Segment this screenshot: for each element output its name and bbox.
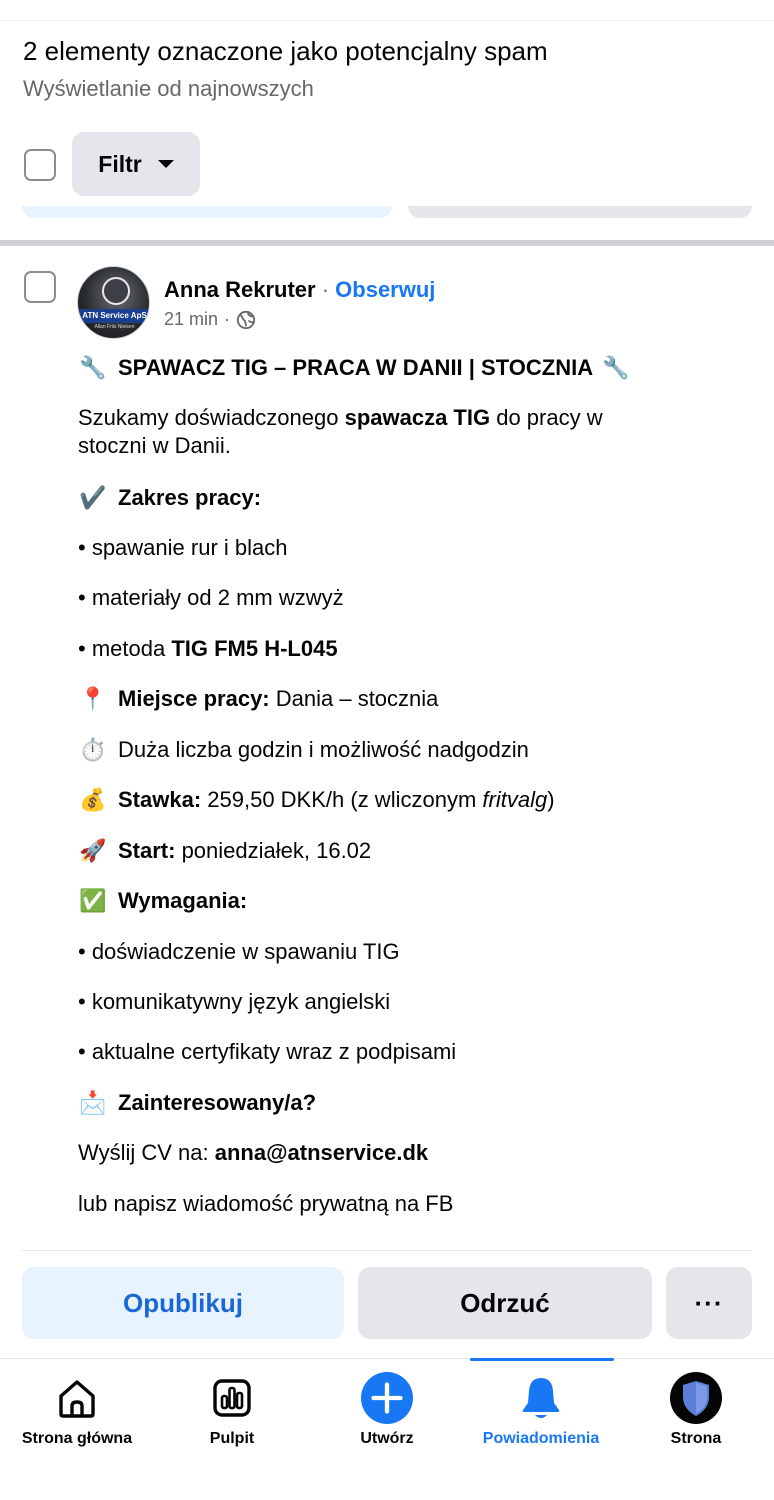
- create-plus-icon: [361, 1372, 413, 1424]
- avatar-text: ATN Service ApS: [82, 311, 147, 320]
- start-line: 🚀 Start: poniedziałek, 16.02: [79, 838, 372, 864]
- nav-item-page[interactable]: [621, 1372, 771, 1448]
- nav-label-page: Strona: [670, 1430, 722, 1447]
- headline-text: SPAWACZ TIG – PRACA W DANII | STOCZNIA: [118, 355, 594, 380]
- pm-line: lub napisz wiadomość prywatną na FB: [78, 1191, 454, 1216]
- money-bag-icon: 💰: [79, 788, 107, 813]
- place-line: 📍 Miejsce pracy: Dania – stocznia: [79, 686, 439, 712]
- scope-item-2: • materiały od 2 mm wzwyż: [78, 585, 344, 610]
- hours-line: ⏱️ Duża liczba godzin i możliwość nadgodzin: [79, 737, 529, 763]
- home-icon: [51, 1372, 103, 1424]
- bell-icon: [515, 1372, 567, 1424]
- bottom-nav-divider: [0, 1358, 774, 1359]
- page-title: 2 elementy oznaczone jako potencjalny spam: [23, 36, 548, 66]
- sort-subtitle: Wyświetlanie od najnowszych: [23, 76, 314, 101]
- meta-separator: ·: [224, 309, 231, 329]
- interest-heading: 📩 Zainteresowany/a?: [79, 1090, 317, 1116]
- section-divider: [0, 240, 774, 246]
- nav-label-notifications: Powiadomienia: [482, 1430, 600, 1447]
- author-separator: ·: [315, 277, 336, 302]
- requirement-item-3: • aktualne certyfikaty wraz z podpisami: [78, 1039, 457, 1064]
- globe-icon: [236, 310, 256, 330]
- filter-label: Filtr: [98, 150, 142, 177]
- requirements-heading: ✅ Wymagania:: [79, 888, 248, 914]
- post-time[interactable]: 21 min: [164, 309, 219, 329]
- cv-line: Wyślij CV na: anna@atnservice.dk: [78, 1140, 429, 1165]
- follow-link[interactable]: Obserwuj: [335, 277, 436, 302]
- nav-label-dashboard: Pulpit: [209, 1430, 255, 1447]
- email-link[interactable]: anna@atnservice.dk: [214, 1140, 429, 1165]
- pin-icon: 📍: [79, 687, 107, 712]
- select-all-checkbox[interactable]: [24, 149, 56, 181]
- caret-down-icon: [158, 160, 174, 168]
- scope-heading: ✔️ Zakres pracy:: [79, 485, 262, 511]
- envelope-icon: 📩: [79, 1091, 107, 1116]
- post-headline: [78, 354, 631, 383]
- avatar[interactable]: [77, 266, 150, 339]
- nav-label-create: Utwórz: [360, 1430, 414, 1447]
- requirement-item-1: • doświadczenie w spawaniu TIG: [78, 939, 400, 964]
- post-select-checkbox[interactable]: [24, 271, 56, 303]
- nav-item-create[interactable]: [312, 1372, 462, 1448]
- scope-item-1: • spawanie rur i blach: [78, 535, 288, 560]
- wrench-icon: 🔧: [79, 356, 107, 381]
- more-options-button[interactable]: ···: [666, 1267, 752, 1339]
- reject-button[interactable]: Odrzuć: [358, 1267, 652, 1339]
- intro-line-1: Szukamy doświadczonego spawacza TIG do pracy w: [78, 405, 603, 430]
- page-shield-icon: [670, 1372, 722, 1424]
- nav-label-home: Strona główna: [21, 1430, 133, 1447]
- post-author-line: [164, 277, 435, 303]
- scope-item-3: • metoda TIG FM5 H-L045: [78, 636, 338, 661]
- avatar-subtext: Allan Friis Nielsen: [94, 324, 135, 330]
- filter-button[interactable]: [72, 132, 200, 196]
- previous-reject-button-edge: [408, 206, 752, 218]
- actions-divider: [22, 1250, 752, 1251]
- stopwatch-icon: ⏱️: [79, 738, 107, 763]
- publish-button[interactable]: Opublikuj: [22, 1267, 344, 1339]
- top-divider: [0, 20, 774, 21]
- check-mark-icon: ✔️: [79, 486, 107, 511]
- avatar-logo-icon: [102, 277, 130, 305]
- nav-item-dashboard[interactable]: [157, 1372, 307, 1448]
- wrench-icon: 🔧: [602, 356, 630, 381]
- rate-line: 💰 Stawka: 259,50 DKK/h (z wliczonym fritvalg): [79, 787, 555, 813]
- intro-line-2: stoczni w Danii.: [78, 433, 231, 458]
- rocket-icon: 🚀: [79, 839, 107, 864]
- nav-item-home[interactable]: [2, 1372, 152, 1448]
- author-name[interactable]: Anna Rekruter: [164, 277, 316, 302]
- check-box-icon: ✅: [79, 889, 107, 914]
- post-meta: [164, 309, 256, 330]
- requirement-item-2: • komunikatywny język angielski: [78, 989, 391, 1014]
- dashboard-icon: [206, 1372, 258, 1424]
- active-tab-indicator: [470, 1358, 614, 1361]
- previous-publish-button-edge: [22, 206, 392, 218]
- nav-item-notifications[interactable]: [466, 1372, 616, 1448]
